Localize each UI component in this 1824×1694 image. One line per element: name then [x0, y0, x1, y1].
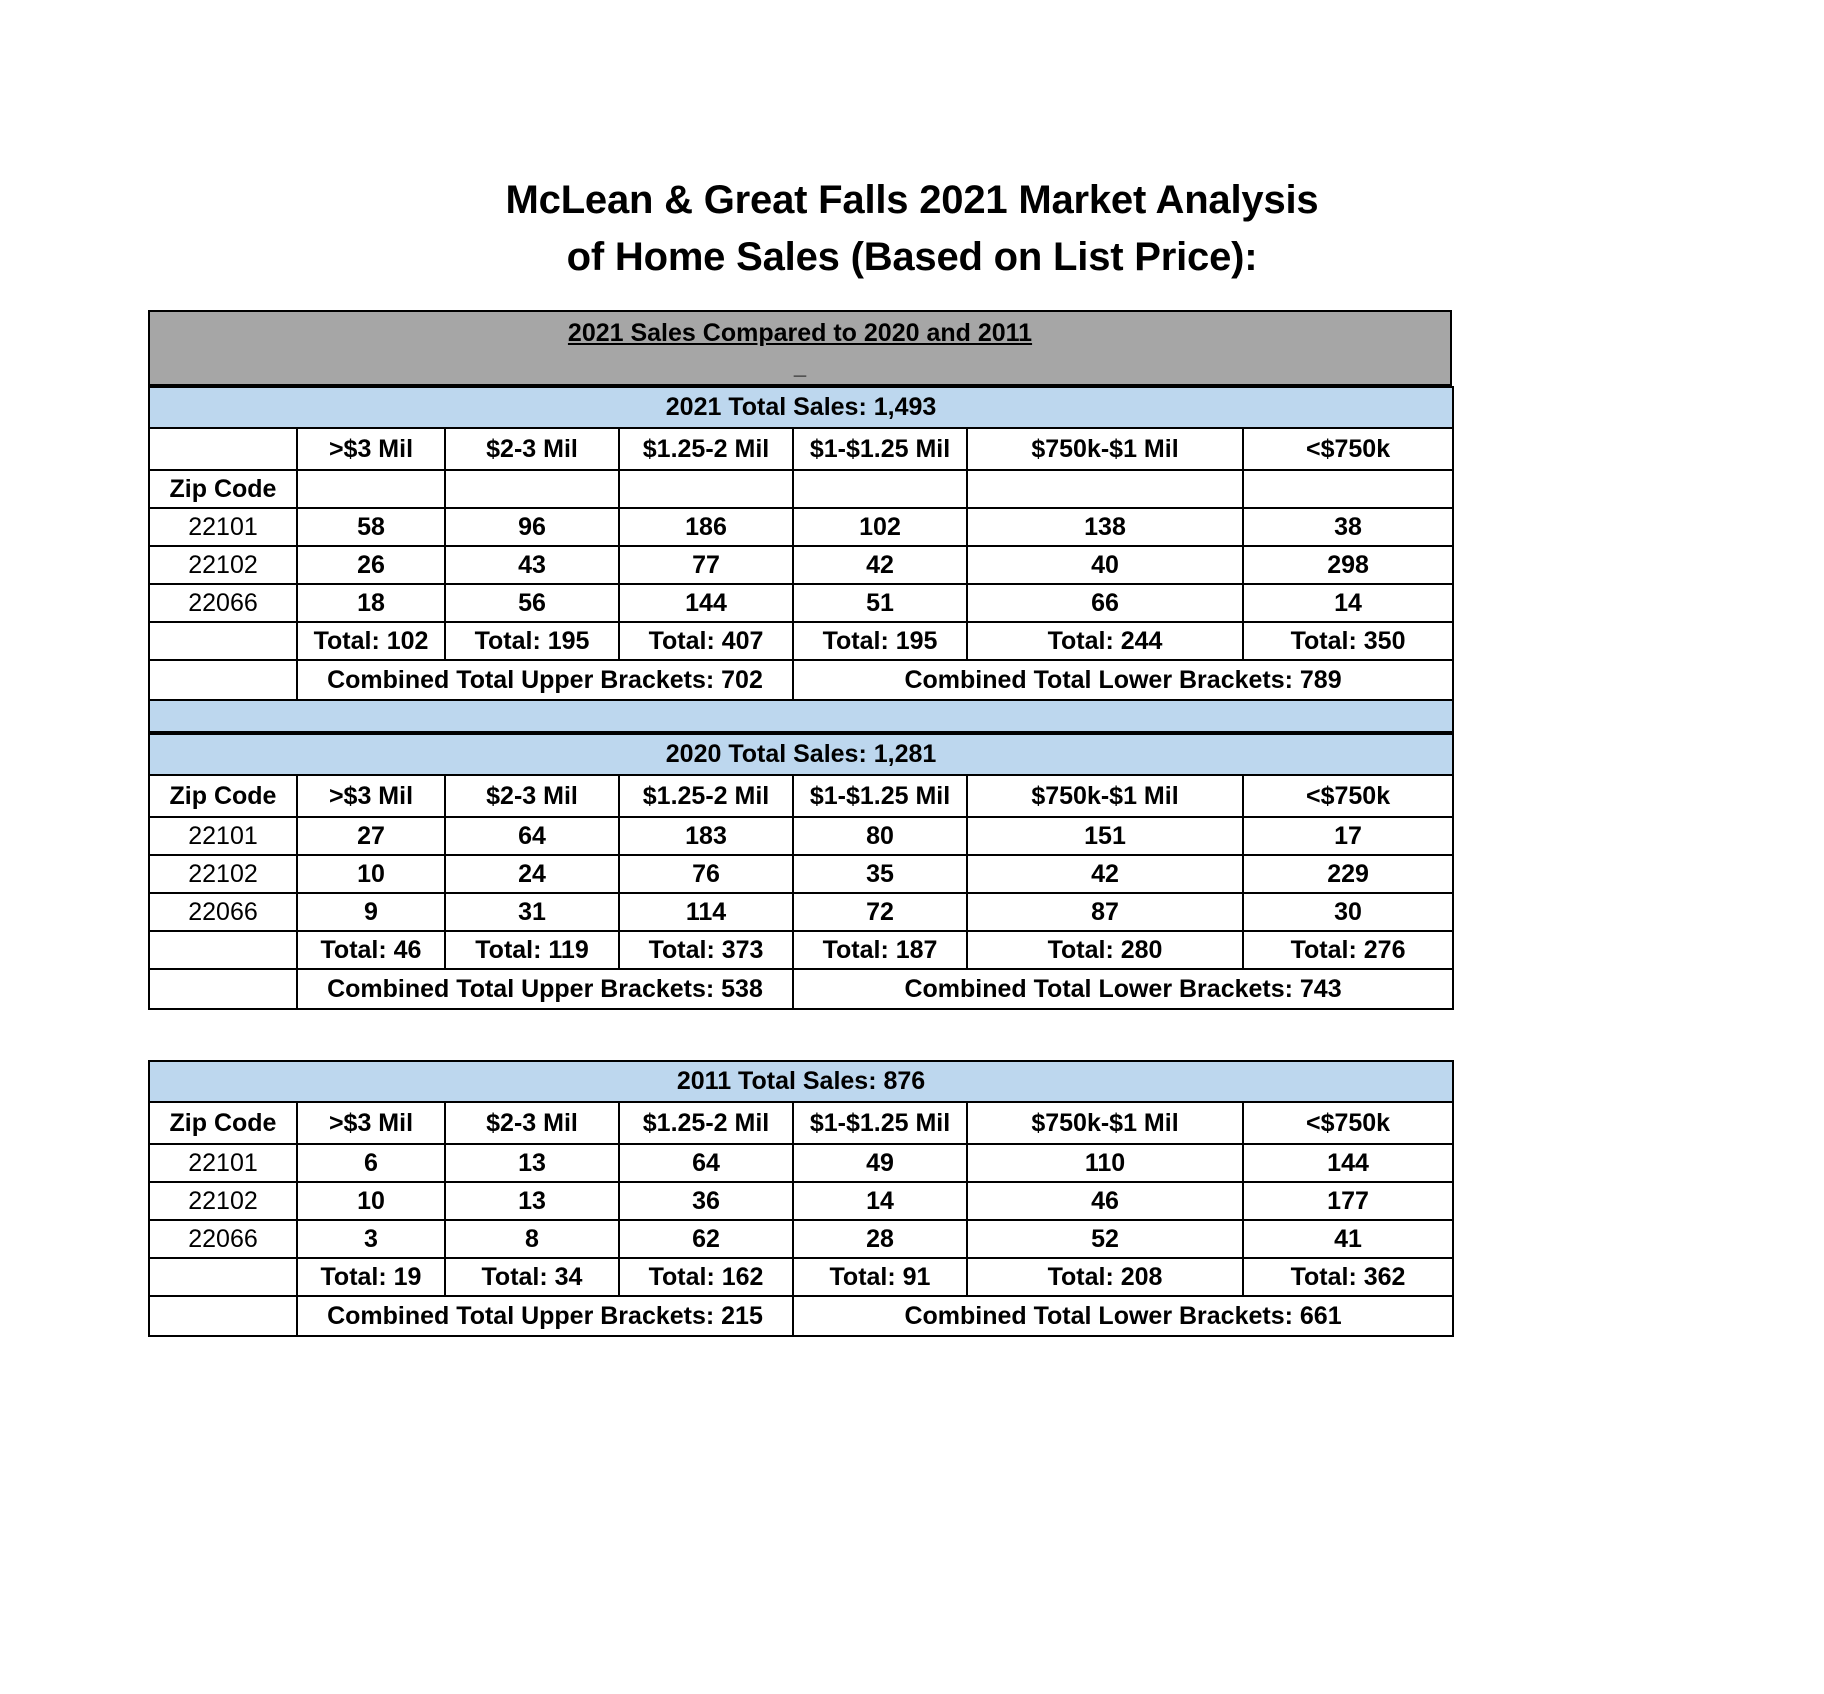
row-value: 10 — [297, 1182, 445, 1220]
row-zip: 22101 — [149, 817, 297, 855]
totals-row-2021 — [149, 622, 1453, 660]
row-value: 183 — [619, 817, 793, 855]
header-bracket-1: $2-3 Mil — [445, 775, 619, 817]
header-bracket-1: $2-3 Mil — [445, 428, 619, 470]
row-value: 42 — [967, 855, 1243, 893]
table-header-row-2021 — [149, 428, 1453, 470]
row-value: 298 — [1243, 546, 1453, 584]
zip-row-blank-3 — [793, 470, 967, 508]
header-bracket-5: <$750k — [1243, 1102, 1453, 1144]
column-total: Total: 244 — [967, 622, 1243, 660]
gray-banner-stub: _ — [793, 354, 807, 380]
header-bracket-0: >$3 Mil — [297, 1102, 445, 1144]
row-value: 27 — [297, 817, 445, 855]
row-value: 77 — [619, 546, 793, 584]
row-value: 144 — [619, 584, 793, 622]
row-value: 13 — [445, 1182, 619, 1220]
column-total: Total: 162 — [619, 1258, 793, 1296]
zip-row-blank-0 — [297, 470, 445, 508]
row-value: 17 — [1243, 817, 1453, 855]
row-value: 38 — [1243, 508, 1453, 546]
header-bracket-2: $1.25-2 Mil — [619, 428, 793, 470]
combined-row-2020 — [149, 969, 1453, 1009]
row-value: 144 — [1243, 1144, 1453, 1182]
combined-lower-2021: Combined Total Lower Brackets: 789 — [793, 660, 1453, 700]
column-total: Total: 280 — [967, 931, 1243, 969]
row-value: 24 — [445, 855, 619, 893]
row-value: 64 — [445, 817, 619, 855]
zip-code-label-2011: Zip Code — [149, 1102, 297, 1144]
row-value: 14 — [1243, 584, 1453, 622]
zip-code-label-row-2021 — [149, 470, 1453, 508]
row-zip: 22066 — [149, 1220, 297, 1258]
row-value: 96 — [445, 508, 619, 546]
row-value: 138 — [967, 508, 1243, 546]
column-total: Total: 187 — [793, 931, 967, 969]
row-value: 40 — [967, 546, 1243, 584]
table-row — [149, 1144, 1453, 1182]
row-value: 18 — [297, 584, 445, 622]
zip-row-blank-5 — [1243, 470, 1453, 508]
row-zip: 22101 — [149, 1144, 297, 1182]
row-value: 8 — [445, 1220, 619, 1258]
column-total: Total: 195 — [445, 622, 619, 660]
zip-row-blank-1 — [445, 470, 619, 508]
row-value: 30 — [1243, 893, 1453, 931]
row-value: 151 — [967, 817, 1243, 855]
title-line-1: McLean & Great Falls 2021 Market Analysis — [505, 178, 1319, 222]
row-value: 46 — [967, 1182, 1243, 1220]
row-value: 80 — [793, 817, 967, 855]
header-bracket-4: $750k-$1 Mil — [967, 428, 1243, 470]
combined-row-2011 — [149, 1296, 1453, 1336]
section-banner-2021: 2021 Total Sales: 1,493 — [149, 387, 1453, 428]
market-analysis-tables — [148, 310, 1452, 1337]
column-total: Total: 208 — [967, 1258, 1243, 1296]
row-value: 43 — [445, 546, 619, 584]
row-value: 110 — [967, 1144, 1243, 1182]
header-bracket-5: <$750k — [1243, 775, 1453, 817]
table-row — [149, 817, 1453, 855]
section-2021-table — [148, 386, 1454, 733]
row-zip: 22102 — [149, 546, 297, 584]
row-zip: 22102 — [149, 1182, 297, 1220]
row-value: 9 — [297, 893, 445, 931]
row-value: 42 — [793, 546, 967, 584]
header-bracket-4: $750k-$1 Mil — [967, 775, 1243, 817]
row-value: 72 — [793, 893, 967, 931]
table-header-row-2011 — [149, 1102, 1453, 1144]
combined-blank-2020 — [149, 969, 297, 1009]
row-value: 102 — [793, 508, 967, 546]
column-total: Total: 195 — [793, 622, 967, 660]
combined-blank-2011 — [149, 1296, 297, 1336]
section-banner-2020: 2020 Total Sales: 1,281 — [149, 734, 1453, 775]
row-value: 35 — [793, 855, 967, 893]
row-value: 66 — [967, 584, 1243, 622]
table-row — [149, 855, 1453, 893]
gray-banner-heading: 2021 Sales Compared to 2020 and 2011 — [567, 318, 1033, 347]
table-row — [149, 546, 1453, 584]
row-value: 3 — [297, 1220, 445, 1258]
row-value: 13 — [445, 1144, 619, 1182]
title-line-2: of Home Sales (Based on List Price): — [566, 235, 1258, 279]
header-bracket-1: $2-3 Mil — [445, 1102, 619, 1144]
row-value: 26 — [297, 546, 445, 584]
row-value: 114 — [619, 893, 793, 931]
table-row — [149, 508, 1453, 546]
column-total: Total: 102 — [297, 622, 445, 660]
row-value: 28 — [793, 1220, 967, 1258]
header-blank-2021 — [149, 428, 297, 470]
column-total: Total: 19 — [297, 1258, 445, 1296]
row-value: 14 — [793, 1182, 967, 1220]
zip-code-label-2021: Zip Code — [149, 470, 297, 508]
table-row — [149, 893, 1453, 931]
table-row — [149, 584, 1453, 622]
row-value: 87 — [967, 893, 1243, 931]
header-bracket-0: >$3 Mil — [297, 775, 445, 817]
zip-row-blank-4 — [967, 470, 1243, 508]
zip-row-blank-2 — [619, 470, 793, 508]
row-value: 58 — [297, 508, 445, 546]
gray-banner-cell — [149, 311, 1451, 385]
row-value: 6 — [297, 1144, 445, 1182]
table-header-row-2020 — [149, 775, 1453, 817]
row-value: 56 — [445, 584, 619, 622]
row-value: 76 — [619, 855, 793, 893]
row-value: 186 — [619, 508, 793, 546]
row-value: 62 — [619, 1220, 793, 1258]
totals-blank-2021 — [149, 622, 297, 660]
section-gap — [148, 1010, 1452, 1060]
row-zip: 22102 — [149, 855, 297, 893]
column-total: Total: 276 — [1243, 931, 1453, 969]
table-row — [149, 1220, 1453, 1258]
page-title — [0, 172, 1824, 286]
row-zip: 22101 — [149, 508, 297, 546]
row-value: 229 — [1243, 855, 1453, 893]
section-2011-table — [148, 1060, 1454, 1337]
row-zip: 22066 — [149, 893, 297, 931]
header-bracket-3: $1-$1.25 Mil — [793, 428, 967, 470]
column-total: Total: 119 — [445, 931, 619, 969]
row-value: 64 — [619, 1144, 793, 1182]
totals-blank-2020 — [149, 931, 297, 969]
column-total: Total: 46 — [297, 931, 445, 969]
totals-row-2011 — [149, 1258, 1453, 1296]
row-value: 36 — [619, 1182, 793, 1220]
column-total: Total: 362 — [1243, 1258, 1453, 1296]
row-value: 10 — [297, 855, 445, 893]
row-zip: 22066 — [149, 584, 297, 622]
column-total: Total: 407 — [619, 622, 793, 660]
gray-banner-table — [148, 310, 1452, 386]
header-bracket-4: $750k-$1 Mil — [967, 1102, 1243, 1144]
combined-blank-2021 — [149, 660, 297, 700]
blue-spacer-row — [149, 700, 1453, 732]
header-bracket-2: $1.25-2 Mil — [619, 775, 793, 817]
combined-lower-2020: Combined Total Lower Brackets: 743 — [793, 969, 1453, 1009]
row-value: 51 — [793, 584, 967, 622]
combined-row-2021 — [149, 660, 1453, 700]
combined-upper-2021: Combined Total Upper Brackets: 702 — [297, 660, 793, 700]
row-value: 177 — [1243, 1182, 1453, 1220]
column-total: Total: 91 — [793, 1258, 967, 1296]
header-bracket-3: $1-$1.25 Mil — [793, 775, 967, 817]
column-total: Total: 34 — [445, 1258, 619, 1296]
combined-lower-2011: Combined Total Lower Brackets: 661 — [793, 1296, 1453, 1336]
row-value: 52 — [967, 1220, 1243, 1258]
table-row — [149, 1182, 1453, 1220]
column-total: Total: 350 — [1243, 622, 1453, 660]
header-bracket-0: >$3 Mil — [297, 428, 445, 470]
zip-code-label-2020: Zip Code — [149, 775, 297, 817]
row-value: 31 — [445, 893, 619, 931]
totals-row-2020 — [149, 931, 1453, 969]
combined-upper-2011: Combined Total Upper Brackets: 215 — [297, 1296, 793, 1336]
combined-upper-2020: Combined Total Upper Brackets: 538 — [297, 969, 793, 1009]
row-value: 49 — [793, 1144, 967, 1182]
row-value: 41 — [1243, 1220, 1453, 1258]
header-bracket-3: $1-$1.25 Mil — [793, 1102, 967, 1144]
header-bracket-2: $1.25-2 Mil — [619, 1102, 793, 1144]
header-bracket-5: <$750k — [1243, 428, 1453, 470]
section-2020-table — [148, 733, 1454, 1010]
section-banner-2011: 2011 Total Sales: 876 — [149, 1061, 1453, 1102]
column-total: Total: 373 — [619, 931, 793, 969]
totals-blank-2011 — [149, 1258, 297, 1296]
